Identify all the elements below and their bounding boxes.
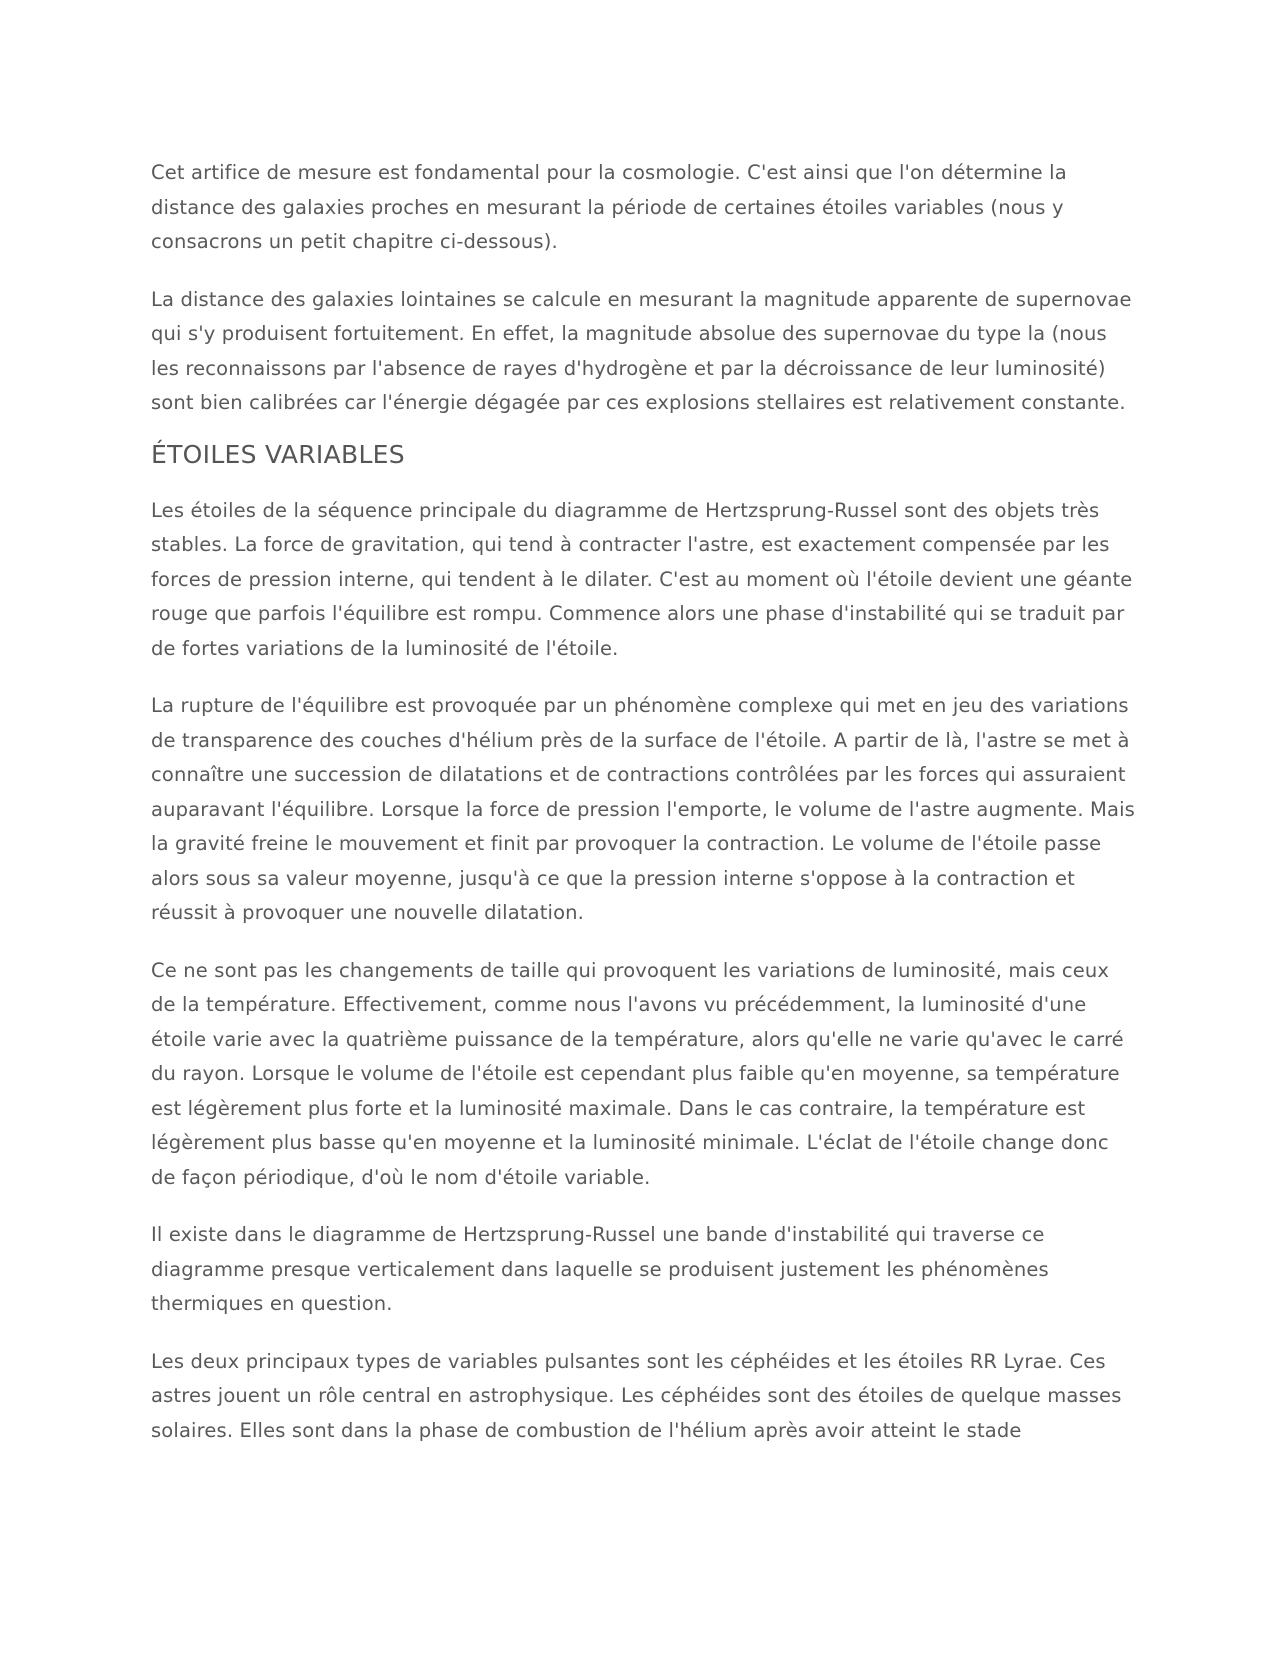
paragraph-luminosity-temperature: Ce ne sont pas les changements de taille qui provoquent les variations de luminosité, mais ceux de la température. Effectivement, comme nous l'avons vu précédemment, la luminosité d'une étoile varie avec la quatrième puissance de la température, alors qu'elle ne varie qu'avec le carré du rayon. Lorsque le volume de l'étoile est cependant plus faible qu'en moyenne, sa température est légèrement plus forte et la luminosité maximale. Dans le cas contraire, la température est légèrement plus basse qu'en moyenne et la luminosité minimale. L'éclat de l'étoile change donc de façon périodique, d'où le nom d'étoile variable. <box>151 958 1124 1189</box>
paragraph-pulsating-variables: Les deux principaux types de variables pulsantes sont les céphéides et les étoiles RR Lyrae. Ces astres jouent un rôle central en astrophysique. Les céphéides sont des étoiles de quelque masses solaires. Elles sont dans la phase de combustion de l'hélium après avoir atteint le stade <box>151 1349 1122 1442</box>
paragraph-cosmology-measure: Cet artifice de mesure est fondamental pour la cosmologie. C'est ainsi que l'on détermine la distance des galaxies proches en mesurant la période de certaines étoiles variables (nous y consacrons un petit chapitre ci-dessous). <box>151 161 1067 253</box>
section-title: ÉTOILES VARIABLES <box>151 439 405 469</box>
paragraph-supernovae-distance: La distance des galaxies lointaines se calcule en mesurant la magnitude apparente de supernovae qui s'y produisent fortuitement. En effet, la magnitude absolue des supernovae du type la (nous les reconnaissons par l'absence de rayes d'hydrogène et par la décroissance de leur luminosité) sont bien calibrées car l'énergie dégagée par ces explosions stellaires est relativement constante. <box>151 287 1132 414</box>
document-page <box>151 156 1136 1471</box>
paragraph-equilibrium-rupture: La rupture de l'équilibre est provoquée par un phénomène complexe qui met en jeu des variations de transparence des couches d'hélium près de la surface de l'étoile. A partir de là, l'astre se met à connaître une succession de dilatations et de contractions contrôlées par les forces qui assuraient auparavant l'équilibre. Lorsque la force de pression l'emporte, le volume de l'astre augmente. Mais la gravité freine le mouvement et finit par provoquer la contraction. Le volume de l'étoile passe alors sous sa valeur moyenne, jusqu'à ce que la pression interne s'oppose à la contraction et réussit à provoquer une nouvelle dilatation. <box>151 694 1135 924</box>
paragraph-main-sequence-stability: Les étoiles de la séquence principale du diagramme de Hertzsprung-Russel sont des objets très stables. La force de gravitation, qui tend à contracter l'astre, est exactement compensée par les forces de pression interne, qui tendent à le dilater. C'est au moment où l'étoile devient une géante rouge que parfois l'équilibre est rompu. Commence alors une phase d'instabilité qui se traduit par de fortes variations de la luminosité de l'étoile. <box>151 498 1133 660</box>
paragraph-instability-band: Il existe dans le diagramme de Hertzsprung-Russel une bande d'instabilité qui traverse ce diagramme presque verticalement dans laquelle se produisent justement les phénomènes thermiques en question. <box>151 1223 1049 1315</box>
